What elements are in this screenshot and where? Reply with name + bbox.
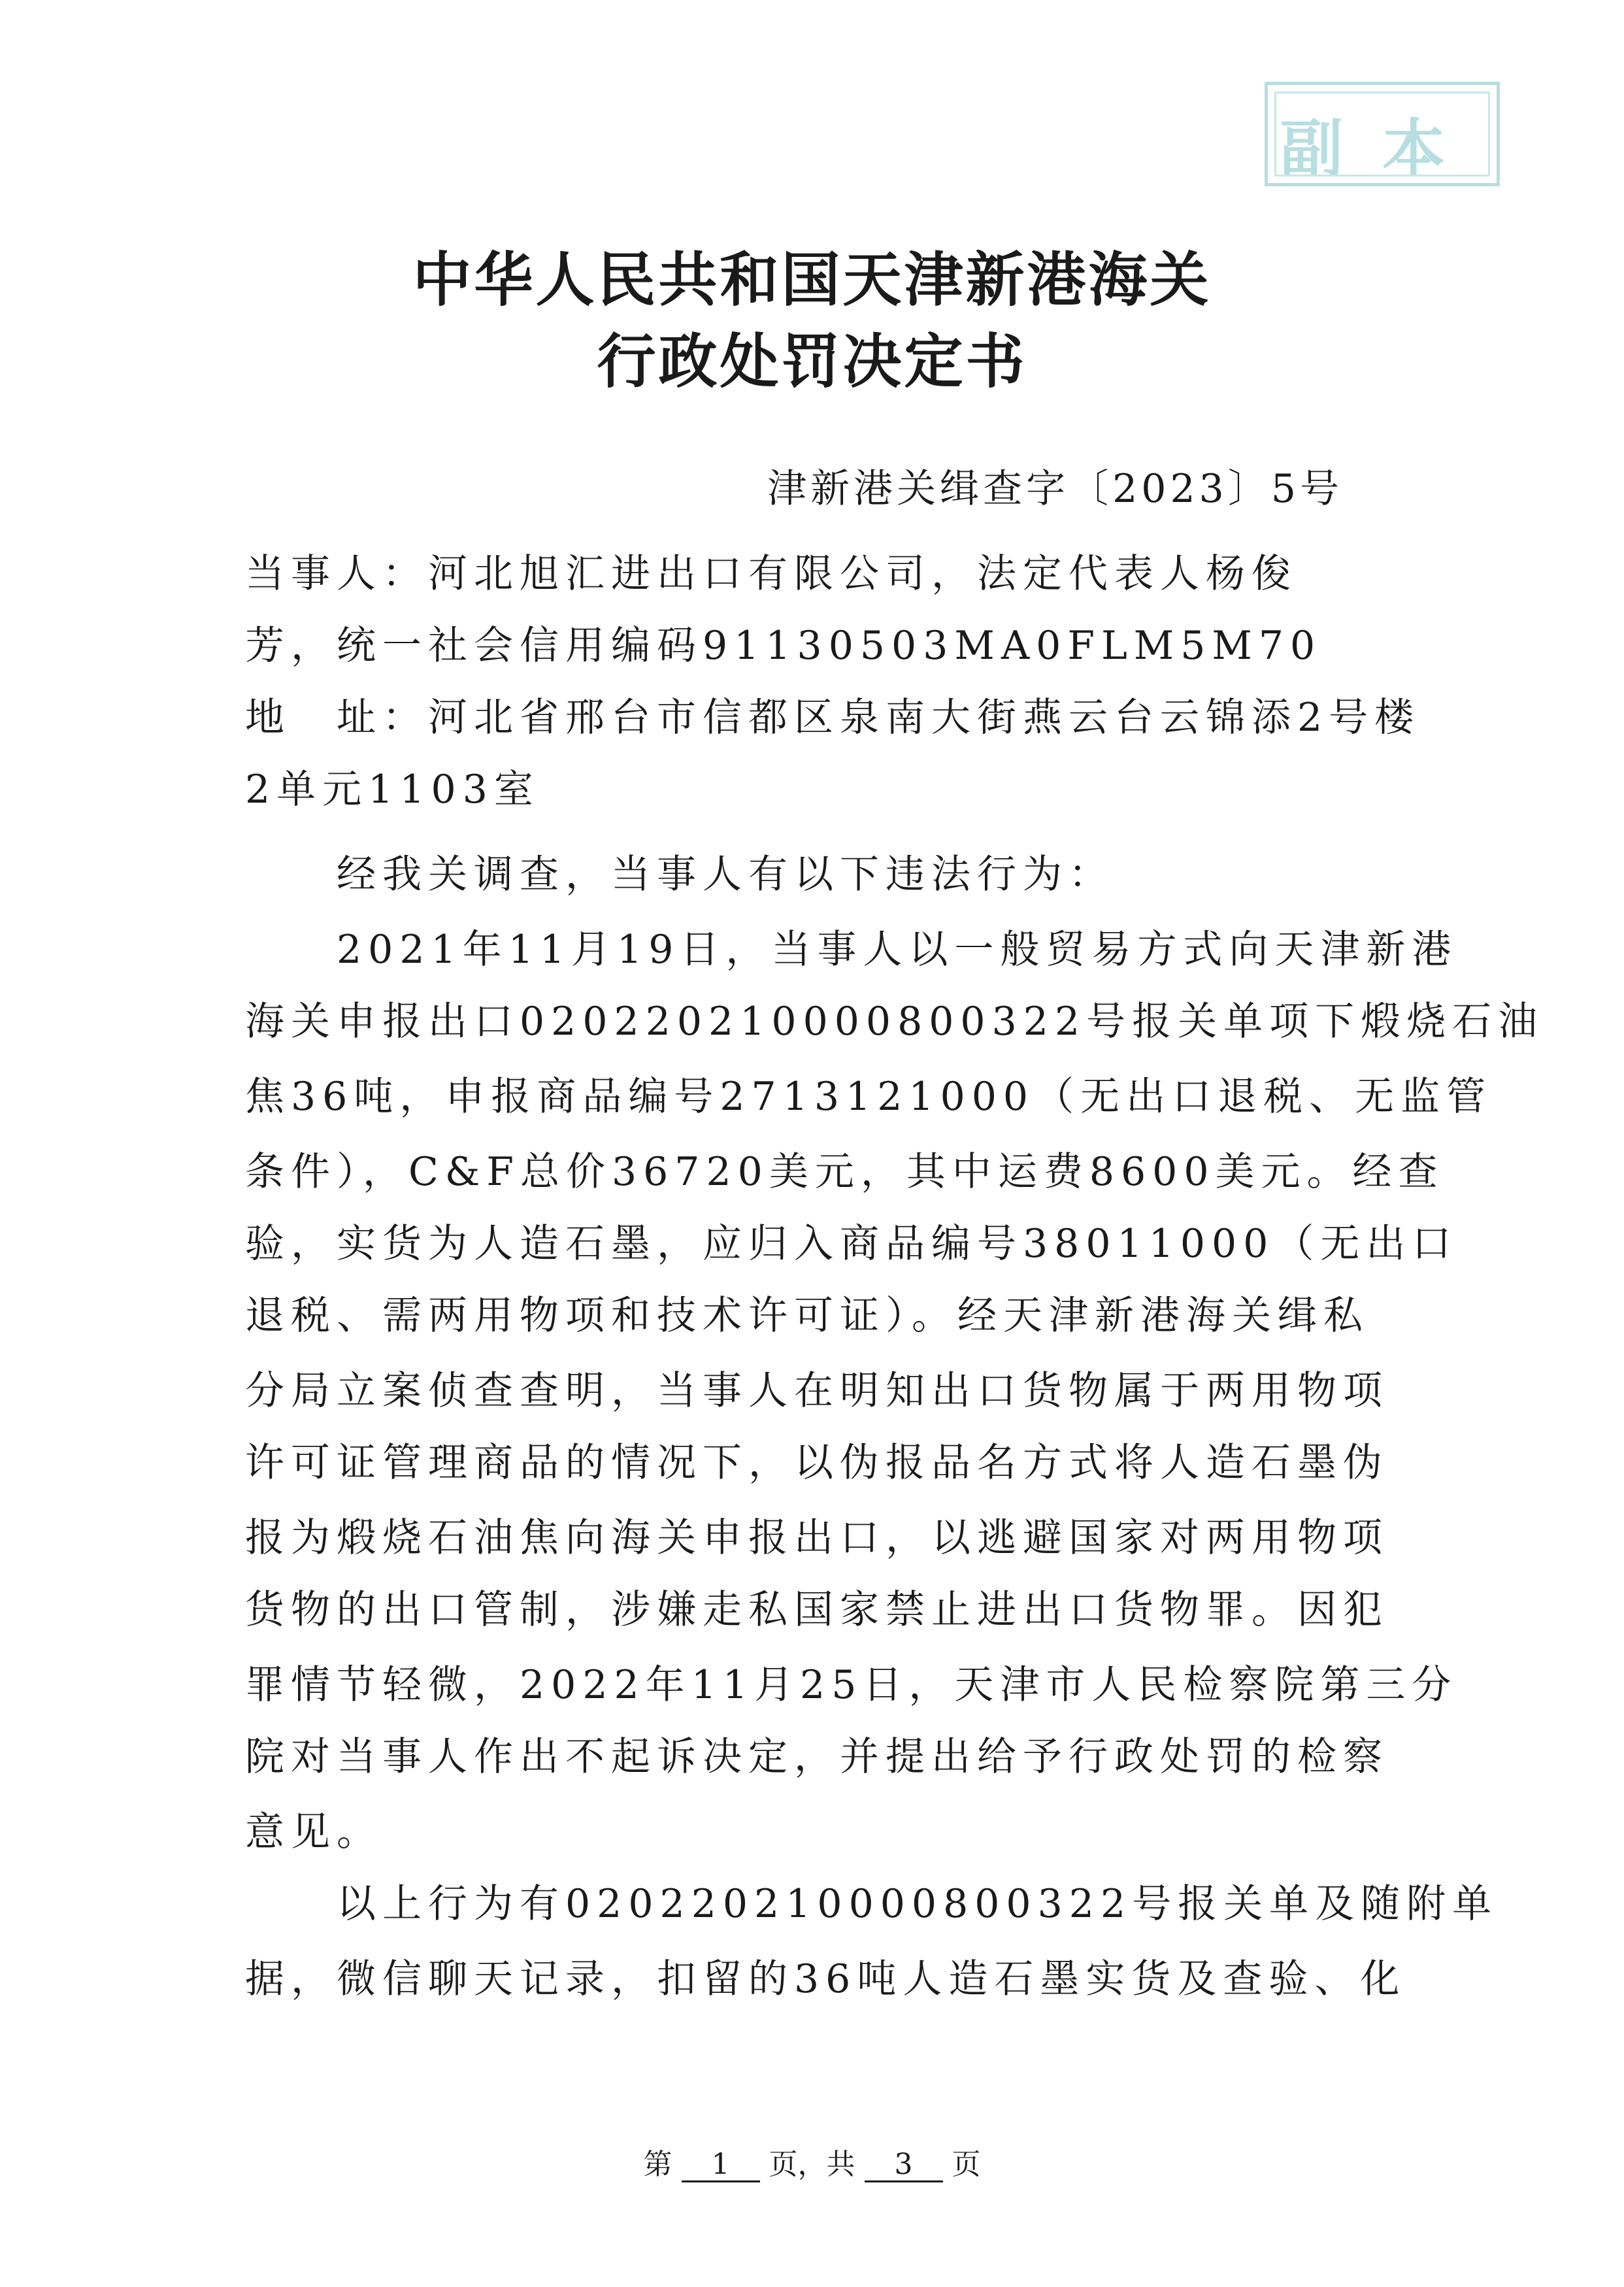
total-page-count: 3 <box>865 2149 943 2182</box>
body-line: 经我关调查，当事人有以下违法行为： <box>245 852 1114 897</box>
stamp-text: 副本 <box>1280 112 1484 186</box>
body-line: 芳，统一社会信用编码91130503MA0FLM5M70 <box>245 623 1322 669</box>
document-number: 津新港关缉查字〔2023〕5号 <box>767 466 1343 512</box>
body-line: 退税、需两用物项和技术许可证）。经天津新港海关缉私 <box>245 1293 1369 1339</box>
body-line: 2单元1103室 <box>245 767 540 812</box>
body-line: 据，微信聊天记录，扣留的36吨人造石墨实货及查验、化 <box>245 1956 1406 2002</box>
body-line: 报为煅烧石油焦向海关申报出口，以逃避国家对两用物项 <box>245 1515 1389 1561</box>
body-line: 意见。 <box>245 1809 382 1855</box>
document-title-line1: 中华人民共和国天津新港海关 <box>412 245 1212 314</box>
body-line: 院对当事人作出不起诉决定，并提出给予行政处罚的检察 <box>245 1734 1389 1780</box>
body-line: 海关申报出口020220210000800322号报关单项下煅烧石油 <box>245 999 1544 1044</box>
body-line: 条件），C&F总价36720美元，其中运费8600美元。经查 <box>245 1149 1444 1195</box>
body-line: 当事人：河北旭汇进出口有限公司，法定代表人杨俊 <box>245 551 1297 597</box>
body-line: 许可证管理商品的情况下，以伪报品名方式将人造石墨伪 <box>245 1440 1389 1486</box>
body-line: 分局立案侦查查明，当事人在明知出口货物属于两用物项 <box>245 1368 1389 1414</box>
current-page-number: 1 <box>682 2149 760 2182</box>
body-line: 以上行为有020220210000800322号报关单及随附单 <box>245 1881 1499 1927</box>
body-line: 货物的出口管制，涉嫌走私国家禁止进出口货物罪。因犯 <box>245 1587 1389 1633</box>
footer-suffix: 页 <box>952 2148 981 2181</box>
body-line: 焦36吨，申报商品编号2713121000（无出口退税、无监管 <box>245 1074 1493 1120</box>
body-line: 2021年11月19日，当事人以一般贸易方式向天津新港 <box>245 927 1458 973</box>
body-line: 罪情节轻微，2022年11月25日，天津市人民检察院第三分 <box>245 1662 1458 1708</box>
footer-middle: 页，共 <box>769 2148 855 2181</box>
footer-prefix: 第 <box>643 2148 672 2181</box>
page-footer <box>0 2141 1624 2182</box>
copy-stamp <box>1265 82 1500 186</box>
document-title-line2: 行政处罚决定书 <box>597 327 1027 396</box>
body-line: 地 址：河北省邢台市信都区泉南大街燕云台云锦添2号楼 <box>245 695 1421 741</box>
body-line: 验，实货为人造石墨，应归入商品编号38011000（无出口 <box>245 1221 1458 1267</box>
